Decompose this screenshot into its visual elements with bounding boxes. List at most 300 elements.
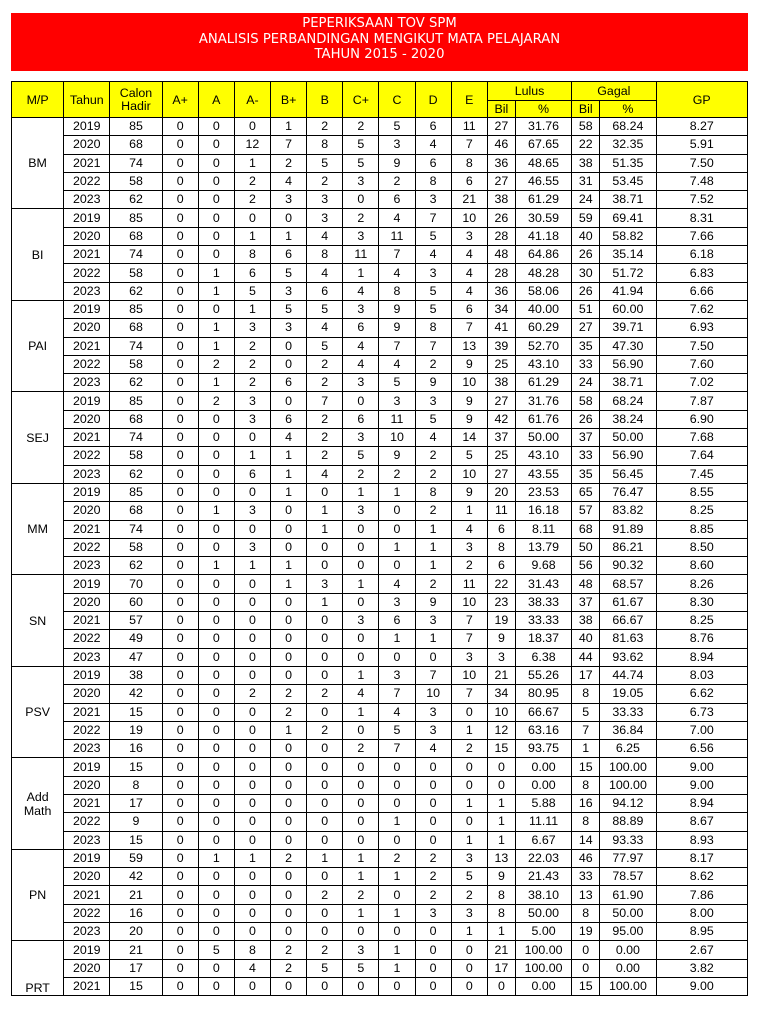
table-cell: 5	[307, 959, 343, 977]
table-cell: 38	[572, 154, 600, 172]
table-cell: 0	[451, 959, 487, 977]
table-cell: 0	[451, 977, 487, 995]
table-cell: 8.25	[656, 502, 747, 520]
table-cell: 58.82	[600, 227, 656, 245]
results-table	[11, 81, 748, 996]
table-cell: 0	[162, 977, 198, 995]
table-cell: 2	[271, 703, 307, 721]
table-cell: 0	[271, 776, 307, 794]
table-cell: 91.89	[600, 520, 656, 538]
table-cell: 6	[234, 465, 270, 483]
table-cell: 7	[451, 685, 487, 703]
table-cell: 1	[307, 502, 343, 520]
table-cell: 3	[307, 191, 343, 209]
table-cell: 0	[307, 977, 343, 995]
table-cell: 3	[307, 575, 343, 593]
table-cell: 0	[162, 685, 198, 703]
table-cell: 2	[198, 392, 234, 410]
table-cell: 21	[451, 191, 487, 209]
table-cell: 41	[487, 319, 515, 337]
table-cell: 100.00	[515, 959, 571, 977]
table-cell: 80.95	[515, 685, 571, 703]
table-cell: 0	[271, 630, 307, 648]
table-cell: 0	[572, 959, 600, 977]
table-cell: 1	[234, 154, 270, 172]
table-cell: 40	[572, 227, 600, 245]
table-cell: 46	[572, 849, 600, 867]
table-cell: 2021	[64, 977, 110, 995]
table-cell: 58	[572, 392, 600, 410]
table-cell: 8	[110, 776, 162, 794]
table-cell: 1	[487, 794, 515, 812]
table-cell: 7	[379, 246, 415, 264]
table-cell: 0	[379, 758, 415, 776]
table-cell: 0	[343, 758, 379, 776]
table-cell: 8.94	[656, 794, 747, 812]
table-cell: 3	[234, 319, 270, 337]
table-cell: 0	[343, 191, 379, 209]
table-cell: 1	[234, 447, 270, 465]
table-cell: 3	[343, 300, 379, 318]
table-row	[12, 337, 748, 355]
table-cell: 0.00	[515, 758, 571, 776]
table-cell: 8.93	[656, 831, 747, 849]
table-cell: 85	[110, 118, 162, 136]
table-row	[12, 227, 748, 245]
table-cell: 43.10	[515, 355, 571, 373]
table-cell: 7.02	[656, 374, 747, 392]
table-cell: 2.67	[656, 941, 747, 959]
table-cell: 27	[487, 118, 515, 136]
table-cell: 100.00	[600, 758, 656, 776]
table-cell: 1	[487, 923, 515, 941]
table-cell: 27	[487, 172, 515, 190]
table-cell: 2022	[64, 538, 110, 556]
table-cell: 0	[162, 648, 198, 666]
table-cell: 0	[271, 593, 307, 611]
table-cell: 0	[234, 118, 270, 136]
table-cell: 6	[271, 374, 307, 392]
header-calon-hadir: Calon Hadir	[110, 82, 162, 118]
table-cell: 2	[415, 868, 451, 886]
table-cell: 5	[572, 703, 600, 721]
table-cell: 4	[415, 429, 451, 447]
table-cell: 1	[234, 300, 270, 318]
table-cell: 1	[307, 593, 343, 611]
table-cell: 70	[110, 575, 162, 593]
table-cell: 0	[162, 959, 198, 977]
header-grade-b: B	[307, 82, 343, 118]
table-row	[12, 849, 748, 867]
table-cell: 5	[343, 136, 379, 154]
table-cell: 0	[379, 502, 415, 520]
table-cell: 0	[198, 868, 234, 886]
table-cell: 3	[379, 666, 415, 684]
table-cell: 2022	[64, 447, 110, 465]
table-cell: 5	[343, 154, 379, 172]
table-cell: 0	[415, 794, 451, 812]
table-cell: 0	[162, 538, 198, 556]
table-row	[12, 191, 748, 209]
table-cell: 3	[415, 904, 451, 922]
table-cell: 0	[198, 300, 234, 318]
subject-name: Add Math	[12, 758, 64, 849]
table-cell: 0	[307, 538, 343, 556]
table-cell: 6	[271, 410, 307, 428]
table-cell: 8.50	[656, 538, 747, 556]
table-cell: 67.65	[515, 136, 571, 154]
table-cell: 8.76	[656, 630, 747, 648]
table-cell: 2019	[64, 392, 110, 410]
table-cell: 38.71	[600, 191, 656, 209]
table-cell: 1	[379, 868, 415, 886]
table-cell: 0	[415, 959, 451, 977]
table-row	[12, 483, 748, 501]
table-cell: 0	[343, 520, 379, 538]
table-cell: 1	[415, 557, 451, 575]
table-cell: 1	[343, 849, 379, 867]
table-cell: 100.00	[600, 977, 656, 995]
table-cell: 48.28	[515, 264, 571, 282]
table-cell: 1	[487, 813, 515, 831]
table-row	[12, 355, 748, 373]
table-cell: 85	[110, 483, 162, 501]
table-cell: 31	[572, 172, 600, 190]
table-cell: 7.62	[656, 300, 747, 318]
table-cell: 39.71	[600, 319, 656, 337]
table-cell: 6	[451, 300, 487, 318]
table-cell: 33	[572, 447, 600, 465]
table-cell: 13	[487, 849, 515, 867]
table-cell: 8	[451, 154, 487, 172]
table-cell: 2	[234, 685, 270, 703]
table-cell: 5	[415, 410, 451, 428]
table-cell: 2020	[64, 410, 110, 428]
table-cell: 0	[234, 575, 270, 593]
table-cell: 0	[198, 209, 234, 227]
table-cell: 38	[487, 374, 515, 392]
table-cell: 59	[110, 849, 162, 867]
table-cell: 1	[451, 831, 487, 849]
table-cell: 93.62	[600, 648, 656, 666]
table-row	[12, 886, 748, 904]
table-cell: 0	[451, 776, 487, 794]
table-cell: 0	[198, 246, 234, 264]
table-cell: 23.53	[515, 483, 571, 501]
table-cell: 6.83	[656, 264, 747, 282]
table-cell: 26	[487, 209, 515, 227]
table-cell: 4	[451, 282, 487, 300]
table-cell: 31.76	[515, 118, 571, 136]
table-cell: 2020	[64, 685, 110, 703]
table-cell: 13	[451, 337, 487, 355]
table-cell: 5	[379, 118, 415, 136]
table-cell: 50.00	[600, 904, 656, 922]
table-cell: 17	[572, 666, 600, 684]
table-cell: 31.76	[515, 392, 571, 410]
table-cell: 2022	[64, 264, 110, 282]
table-cell: 2021	[64, 154, 110, 172]
header-lulus-pct: %	[515, 101, 571, 118]
table-cell: 2	[234, 337, 270, 355]
table-cell: 32.35	[600, 136, 656, 154]
table-cell: 22	[572, 136, 600, 154]
table-cell: 0	[451, 758, 487, 776]
table-cell: 2	[415, 355, 451, 373]
table-cell: 56.45	[600, 465, 656, 483]
table-cell: 0	[271, 813, 307, 831]
table-cell: 0	[379, 794, 415, 812]
table-cell: 0	[162, 172, 198, 190]
table-cell: 2	[307, 941, 343, 959]
table-row	[12, 520, 748, 538]
table-cell: 0	[343, 648, 379, 666]
table-cell: 2	[307, 721, 343, 739]
table-cell: 2	[379, 172, 415, 190]
table-cell: 9.00	[656, 977, 747, 995]
table-cell: 41.18	[515, 227, 571, 245]
table-cell: 62	[110, 191, 162, 209]
table-cell: 2021	[64, 703, 110, 721]
table-cell: 0	[307, 923, 343, 941]
table-cell: 100.00	[600, 776, 656, 794]
table-cell: 0	[162, 886, 198, 904]
table-cell: 7.64	[656, 447, 747, 465]
table-cell: 1	[379, 813, 415, 831]
table-cell: 3	[271, 319, 307, 337]
table-cell: 1	[271, 118, 307, 136]
table-cell: 4	[343, 685, 379, 703]
table-cell: 42	[110, 868, 162, 886]
table-cell: 33.33	[515, 612, 571, 630]
table-cell: 5	[415, 227, 451, 245]
table-cell: 18.37	[515, 630, 571, 648]
table-cell: 0.00	[515, 776, 571, 794]
table-cell: 15	[487, 740, 515, 758]
table-cell: 0	[271, 794, 307, 812]
table-cell: 31.43	[515, 575, 571, 593]
subject-name: PSV	[12, 666, 64, 757]
table-cell: 2020	[64, 136, 110, 154]
table-cell: 0	[415, 977, 451, 995]
table-cell: 2	[234, 374, 270, 392]
table-cell: 42	[487, 410, 515, 428]
table-cell: 1	[307, 849, 343, 867]
table-cell: 2020	[64, 868, 110, 886]
table-cell: 64.86	[515, 246, 571, 264]
table-cell: 5.91	[656, 136, 747, 154]
header-grade-a: A	[198, 82, 234, 118]
table-cell: 8	[415, 483, 451, 501]
table-cell: 8	[572, 813, 600, 831]
table-cell: 19.05	[600, 685, 656, 703]
table-cell: 2	[271, 849, 307, 867]
table-cell: 4	[415, 740, 451, 758]
table-cell: 2022	[64, 721, 110, 739]
table-cell: 0	[198, 630, 234, 648]
table-cell: 2019	[64, 300, 110, 318]
table-cell: 85	[110, 209, 162, 227]
header-grade-c-plus: C+	[343, 82, 379, 118]
table-cell: 6	[271, 246, 307, 264]
table-cell: 0	[271, 758, 307, 776]
table-cell: 7	[379, 740, 415, 758]
table-cell: 3	[271, 191, 307, 209]
table-cell: 2	[307, 685, 343, 703]
table-cell: 3	[415, 703, 451, 721]
table-cell: 0	[307, 557, 343, 575]
table-cell: 0	[234, 794, 270, 812]
table-cell: 1	[415, 520, 451, 538]
table-cell: 0	[162, 136, 198, 154]
table-cell: 0	[307, 758, 343, 776]
table-cell: 90.32	[600, 557, 656, 575]
table-row	[12, 282, 748, 300]
table-cell: 6	[343, 319, 379, 337]
table-cell: 8	[415, 172, 451, 190]
table-cell: 0	[162, 849, 198, 867]
table-cell: 1	[343, 666, 379, 684]
table-cell: 2020	[64, 227, 110, 245]
table-cell: 43.55	[515, 465, 571, 483]
table-cell: 2	[379, 465, 415, 483]
table-cell: 7	[451, 136, 487, 154]
table-cell: 11	[451, 575, 487, 593]
table-cell: 21	[110, 886, 162, 904]
table-cell: 11	[487, 502, 515, 520]
table-cell: 0	[162, 776, 198, 794]
table-cell: 6	[487, 520, 515, 538]
header-lulus: Lulus	[487, 82, 571, 101]
table-cell: 1	[379, 959, 415, 977]
table-cell: 41.94	[600, 282, 656, 300]
table-cell: 48	[487, 246, 515, 264]
table-cell: 1	[451, 502, 487, 520]
table-cell: 0	[487, 776, 515, 794]
table-cell: 3	[415, 612, 451, 630]
table-cell: 8	[307, 136, 343, 154]
table-cell: 37	[572, 429, 600, 447]
table-cell: 2	[343, 886, 379, 904]
table-cell: 40	[572, 630, 600, 648]
table-cell: 2020	[64, 776, 110, 794]
table-cell: 30	[572, 264, 600, 282]
table-cell: 2	[307, 118, 343, 136]
table-cell: 7	[451, 630, 487, 648]
table-row	[12, 831, 748, 849]
table-cell: 6	[451, 172, 487, 190]
table-cell: 22	[487, 575, 515, 593]
table-cell: 3	[379, 593, 415, 611]
table-row	[12, 721, 748, 739]
table-cell: 0	[343, 630, 379, 648]
table-cell: 2	[343, 740, 379, 758]
table-cell: 6	[379, 612, 415, 630]
table-cell: 0	[379, 923, 415, 941]
table-cell: 4	[379, 703, 415, 721]
table-cell: 21.43	[515, 868, 571, 886]
table-cell: 58	[572, 118, 600, 136]
table-cell: 0	[234, 776, 270, 794]
table-cell: 3	[415, 191, 451, 209]
table-cell: 0	[162, 483, 198, 501]
table-cell: 58.06	[515, 282, 571, 300]
table-cell: 47.30	[600, 337, 656, 355]
table-cell: 0.00	[515, 977, 571, 995]
table-cell: 1	[198, 264, 234, 282]
table-cell: 0	[307, 794, 343, 812]
table-row	[12, 575, 748, 593]
table-cell: 2	[451, 740, 487, 758]
table-cell: 0	[234, 740, 270, 758]
table-cell: 0	[234, 831, 270, 849]
table-cell: 12	[234, 136, 270, 154]
table-cell: 0	[234, 429, 270, 447]
table-cell: 4	[415, 136, 451, 154]
table-cell: 0	[307, 776, 343, 794]
table-cell: 59	[572, 209, 600, 227]
table-cell: 0	[198, 959, 234, 977]
table-cell: 0	[234, 593, 270, 611]
table-cell: 0	[572, 941, 600, 959]
table-cell: 2	[271, 959, 307, 977]
table-cell: 7.68	[656, 429, 747, 447]
table-cell: 0	[271, 520, 307, 538]
table-cell: 21	[487, 941, 515, 959]
table-cell: 0	[198, 813, 234, 831]
table-cell: 94.12	[600, 794, 656, 812]
subject-name: BI	[12, 209, 64, 300]
table-cell: 61.90	[600, 886, 656, 904]
table-cell: 3	[343, 941, 379, 959]
table-row	[12, 118, 748, 136]
table-cell: 6.56	[656, 740, 747, 758]
table-cell: 2	[307, 886, 343, 904]
table-cell: 0	[162, 282, 198, 300]
table-cell: 1	[271, 465, 307, 483]
table-cell: 3	[343, 227, 379, 245]
table-cell: 2019	[64, 758, 110, 776]
table-row	[12, 794, 748, 812]
table-cell: 2	[415, 886, 451, 904]
table-cell: 0	[271, 740, 307, 758]
table-cell: 68	[110, 227, 162, 245]
table-cell: 0	[162, 337, 198, 355]
table-cell: 0	[162, 831, 198, 849]
header-grade-a-minus: A-	[234, 82, 270, 118]
title-banner	[11, 13, 748, 71]
table-cell: 6.25	[600, 740, 656, 758]
table-cell: 60.29	[515, 319, 571, 337]
table-cell: 4	[307, 319, 343, 337]
table-cell: 4	[415, 246, 451, 264]
table-cell: 0	[271, 538, 307, 556]
table-cell: 36.84	[600, 721, 656, 739]
table-row	[12, 904, 748, 922]
table-cell: 3	[343, 374, 379, 392]
table-cell: 2019	[64, 575, 110, 593]
table-cell: 68	[110, 136, 162, 154]
table-cell: 0	[162, 740, 198, 758]
table-cell: 1	[198, 849, 234, 867]
table-cell: 1	[234, 227, 270, 245]
table-cell: 4	[379, 355, 415, 373]
table-cell: 23	[487, 593, 515, 611]
table-cell: 3	[415, 392, 451, 410]
table-cell: 7	[379, 685, 415, 703]
table-cell: 8.67	[656, 813, 747, 831]
table-cell: 6.93	[656, 319, 747, 337]
